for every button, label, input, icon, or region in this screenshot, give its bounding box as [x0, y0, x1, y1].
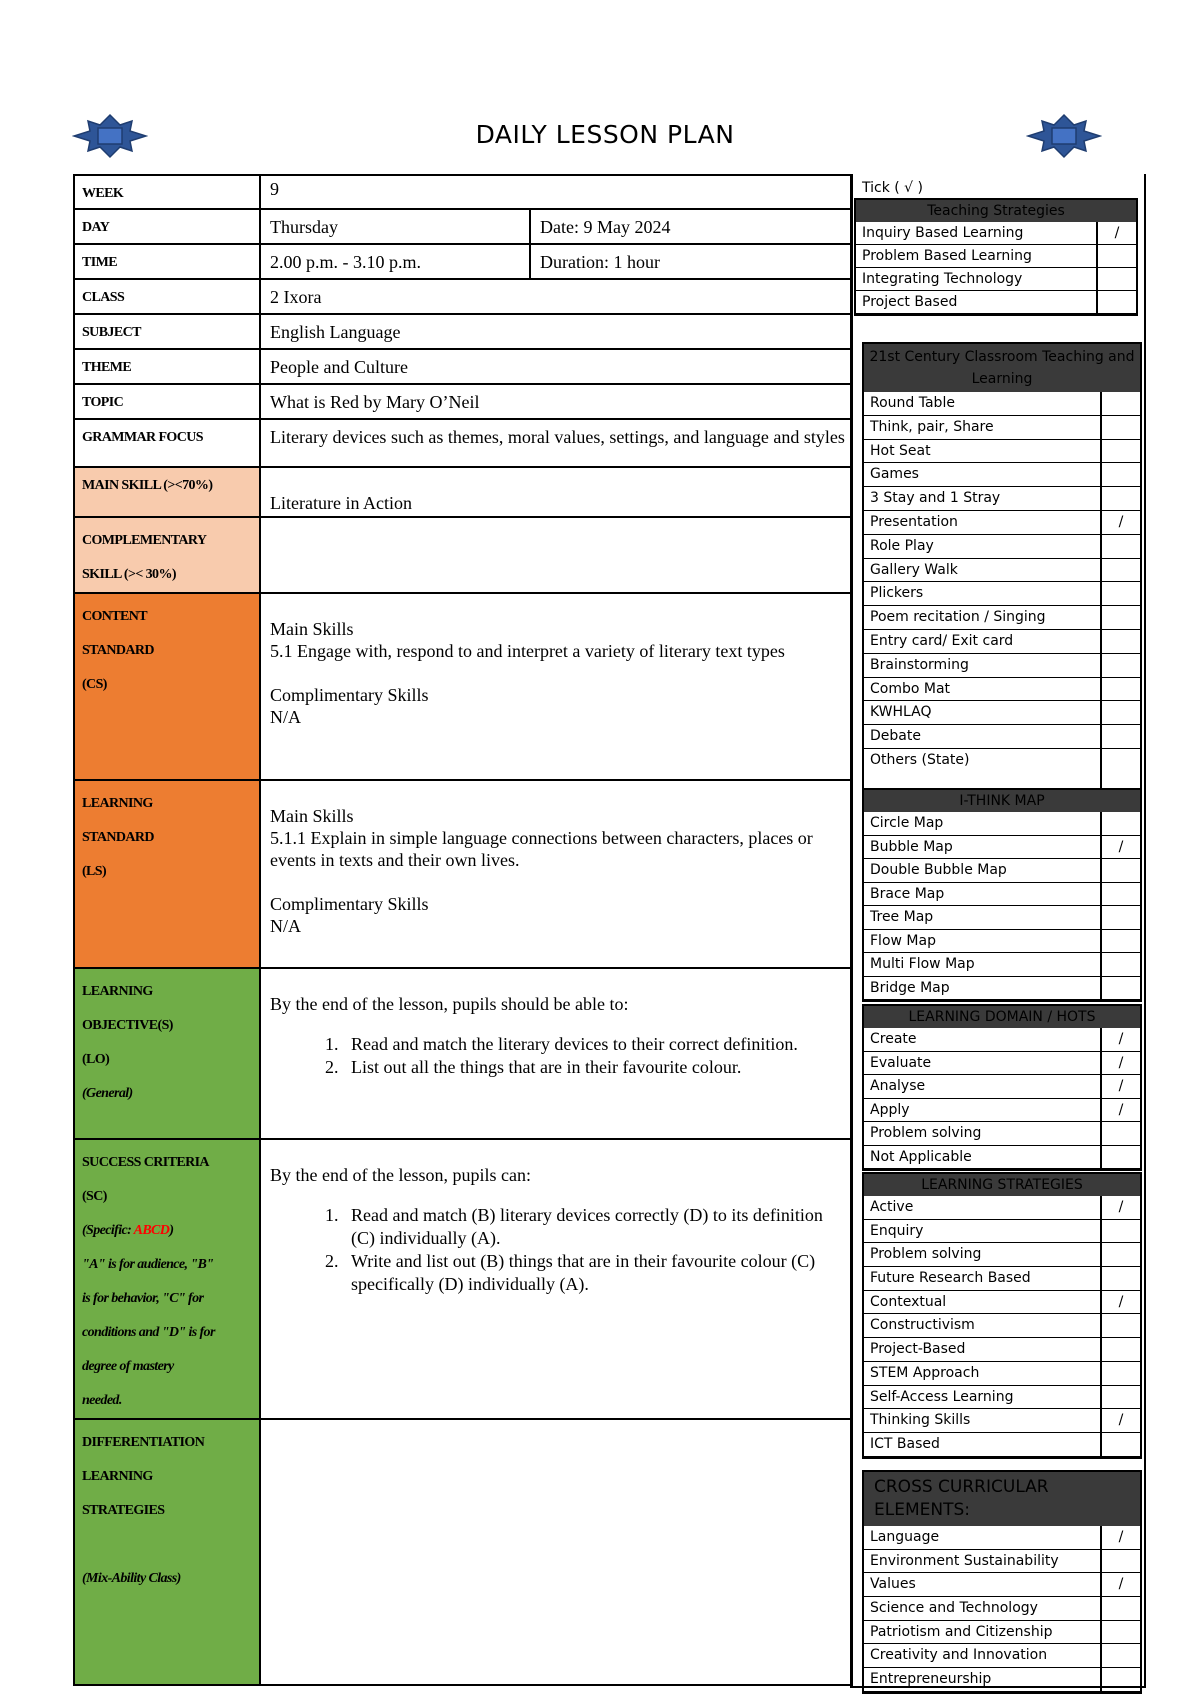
checklist-row [864, 392, 1140, 416]
week-label: WEEK [74, 175, 260, 209]
section-header: Teaching Strategies [856, 200, 1136, 222]
tick-cell[interactable] [1102, 977, 1140, 1000]
section-header: LEARNING DOMAIN / HOTS [864, 1006, 1140, 1028]
grammar-value: Literary devices such as themes, moral values, settings, and language and styles [260, 419, 852, 467]
checklist-label: Inquiry Based Learning [856, 222, 1098, 244]
checklist-label: Problem Based Learning [856, 245, 1098, 267]
checklist-row [864, 463, 1140, 487]
checklist-row [864, 1338, 1140, 1362]
success-criteria-value: By the end of the lesson, pupils can: 1. Read and match (B) literary devices correctly (D) to its definition (C) individually (A). 2. Write and list out (B) things that are in their favourite colour (C) specifically (D) individually (A). [260, 1139, 852, 1419]
checklist-label: Plickers [864, 582, 1102, 605]
tick-cell[interactable] [1102, 1362, 1140, 1385]
checklist-label: Bubble Map [864, 836, 1102, 859]
tick-cell[interactable] [1102, 1314, 1140, 1337]
week-value: 9 [260, 175, 852, 209]
tick-cell[interactable] [1102, 1433, 1140, 1456]
tick-cell[interactable] [1102, 701, 1140, 724]
checklist-label: Active [864, 1196, 1102, 1219]
tick-cell[interactable] [1102, 749, 1140, 788]
tick-cell[interactable]: / [1118, 1031, 1124, 1047]
section-header: 21st Century Classroom Teaching and Learning [864, 344, 1140, 392]
topic-value: What is Red by Mary O’Neil [260, 384, 852, 419]
checklist-row [864, 725, 1140, 749]
checklist-label: Integrating Technology [856, 268, 1098, 290]
checklist-label: Problem solving [864, 1243, 1102, 1266]
checklist-row [864, 487, 1140, 511]
checklist-row [864, 1267, 1140, 1291]
checklist-label: Language [864, 1526, 1102, 1549]
checklist-label: Create [864, 1028, 1102, 1051]
learning-standard-label: LEARNING STANDARD (LS) [74, 780, 260, 968]
day-value: Thursday [260, 209, 530, 244]
tick-cell[interactable] [1098, 291, 1136, 313]
section-header: I-THINK MAP [864, 790, 1140, 812]
checklist-label: KWHLAQ [864, 701, 1102, 724]
tick-cell[interactable] [1102, 678, 1140, 701]
checklist-label: Enquiry [864, 1220, 1102, 1243]
checklist-label: Multi Flow Map [864, 953, 1102, 976]
checklist-row [864, 582, 1140, 606]
duration-value: Duration: 1 hour [530, 244, 852, 279]
learning-domain-section [862, 1004, 1142, 1171]
theme-value: People and Culture [260, 349, 852, 384]
tick-cell[interactable] [1102, 1386, 1140, 1409]
tick-cell[interactable]: / [1114, 225, 1120, 241]
checklist-label: Tree Map [864, 906, 1102, 929]
checklist-row [864, 1386, 1140, 1410]
checklist-label: Problem solving [864, 1122, 1102, 1145]
checklist-row [864, 1526, 1140, 1550]
tick-cell[interactable]: / [1118, 1576, 1124, 1593]
main-skill-value: Literature in Action [260, 467, 852, 517]
cross-curricular-section [862, 1470, 1142, 1694]
tick-cell[interactable] [1102, 1338, 1140, 1361]
tick-cell[interactable] [1102, 859, 1140, 882]
checklist-label: 3 Stay and 1 Stray [864, 487, 1102, 510]
content-standard-value: Main Skills 5.1 Engage with, respond to and interpret a variety of literary text types Complimentary Skills N/A [260, 593, 852, 780]
checklist-row [864, 812, 1140, 836]
content-standard-label: CONTENT STANDARD (CS) [74, 593, 260, 780]
checklist-row [864, 1644, 1140, 1668]
theme-label: THEME [74, 349, 260, 384]
criteria-list [270, 1204, 851, 1296]
checklist-row [864, 977, 1140, 1001]
checklist-row [864, 1075, 1140, 1099]
topic-label: TOPIC [74, 384, 260, 419]
checklist-row [864, 1597, 1140, 1621]
tick-cell[interactable] [1102, 1146, 1140, 1169]
checklist-row [864, 906, 1140, 930]
day-label: DAY [74, 209, 260, 244]
checklist-label: Thinking Skills [864, 1409, 1102, 1432]
tick-cell[interactable] [1102, 725, 1140, 748]
tick-cell[interactable] [1102, 606, 1140, 629]
checklist-row [864, 511, 1140, 535]
tick-cell[interactable]: / [1118, 1412, 1124, 1429]
checklist-row [864, 1433, 1140, 1457]
checklist-row [864, 416, 1140, 440]
checklist-row [864, 535, 1140, 559]
subject-label: SUBJECT [74, 314, 260, 349]
checklist-row [864, 1621, 1140, 1645]
section-header: CROSS CURRICULAR ELEMENTS: [864, 1472, 1140, 1526]
checklist-label: Not Applicable [864, 1146, 1102, 1169]
checklist-label: Role Play [864, 535, 1102, 558]
ornament-icon [1026, 113, 1102, 159]
complementary-skill-value [260, 517, 852, 593]
objective-list [270, 1033, 851, 1079]
tick-cell[interactable] [1102, 463, 1140, 486]
section-header: LEARNING STRATEGIES [864, 1174, 1140, 1196]
lesson-table [73, 174, 853, 1686]
checklist-label: Self-Access Learning [864, 1386, 1102, 1409]
tick-cell[interactable] [1102, 416, 1140, 439]
checklist-row [864, 559, 1140, 583]
tick-cell[interactable] [1102, 582, 1140, 605]
tick-cell[interactable] [1102, 930, 1140, 953]
checklist-row [864, 1243, 1140, 1267]
checklist-row [864, 1052, 1140, 1076]
checklist-label: Patriotism and Citizenship [864, 1621, 1102, 1644]
checklist-row [864, 1028, 1140, 1052]
checklist-row [864, 1573, 1140, 1597]
checklist-label: Entry card/ Exit card [864, 630, 1102, 653]
complementary-skill-label: COMPLEMENTARY SKILL (>< 30%) [74, 517, 260, 593]
checklist-label: ICT Based [864, 1433, 1102, 1456]
checklist-label: Think, pair, Share [864, 416, 1102, 439]
checklist-label: Entrepreneurship [864, 1668, 1102, 1691]
tick-cell[interactable] [1102, 1550, 1140, 1573]
checklist-label: Gallery Walk [864, 559, 1102, 582]
checklist-row [864, 701, 1140, 725]
checklist-label: STEM Approach [864, 1362, 1102, 1385]
tick-cell[interactable] [1102, 559, 1140, 582]
tick-cell[interactable] [1102, 953, 1140, 976]
tick-cell[interactable] [1102, 654, 1140, 677]
checklist-row [856, 291, 1136, 314]
checklist-row [864, 1314, 1140, 1338]
checklist-label: Analyse [864, 1075, 1102, 1098]
time-value: 2.00 p.m. - 3.10 p.m. [260, 244, 530, 279]
checklist-label: Round Table [864, 392, 1102, 415]
checklist-row [856, 245, 1136, 268]
tick-cell[interactable] [1102, 883, 1140, 906]
checklist-row [864, 606, 1140, 630]
checklist-label: Brace Map [864, 883, 1102, 906]
checklist-label: Games [864, 463, 1102, 486]
tick-cell[interactable] [1102, 392, 1140, 415]
checklist-label: Environment Sustainability [864, 1550, 1102, 1573]
tick-cell[interactable] [1102, 1668, 1140, 1691]
list-item: 2. List out all the things that are in their favourite colour. [343, 1056, 851, 1079]
tick-cell[interactable]: / [1118, 838, 1124, 855]
checklist-row [864, 654, 1140, 678]
learning-strategies-section [862, 1172, 1142, 1459]
teaching-strategies-section [854, 198, 1138, 316]
tick-cell[interactable]: / [1118, 1078, 1124, 1094]
checklist-label: Bridge Map [864, 977, 1102, 1000]
tick-header: Tick ( √ ) [862, 180, 924, 196]
tick-panel [850, 174, 1146, 1688]
checklist-label: Flow Map [864, 930, 1102, 953]
checklist-row [864, 1550, 1140, 1574]
tick-cell[interactable] [1102, 1243, 1140, 1266]
tick-cell[interactable] [1102, 1220, 1140, 1243]
checklist-row [864, 930, 1140, 954]
checklist-label: Circle Map [864, 812, 1102, 835]
tick-cell[interactable]: / [1118, 1293, 1124, 1310]
checklist-row [864, 678, 1140, 702]
checklist-row [864, 1362, 1140, 1386]
tick-cell[interactable] [1098, 268, 1136, 290]
checklist-row [864, 749, 1140, 789]
list-item: 1. Read and match the literary devices to their correct definition. [343, 1033, 851, 1056]
checklist-label: Apply [864, 1099, 1102, 1122]
checklist-row [864, 859, 1140, 883]
page-title: DAILY LESSON PLAN [475, 120, 735, 149]
checklist-row [864, 1668, 1140, 1692]
checklist-label: Project-Based [864, 1338, 1102, 1361]
checklist-label: Presentation [864, 511, 1102, 534]
checklist-row [864, 630, 1140, 654]
differentiation-value [260, 1419, 852, 1685]
tick-cell[interactable] [1102, 1621, 1140, 1644]
checklist-label: Evaluate [864, 1052, 1102, 1075]
list-item: 2. Write and list out (B) things that are in their favourite colour (C) specifically (D) individually (A). [343, 1250, 851, 1296]
checklist-row [864, 440, 1140, 464]
time-label: TIME [74, 244, 260, 279]
success-criteria-label: SUCCESS CRITERIA (SC) (Specific: ABCD) "A" is for audience, "B" is for behavior, "C" for conditions and "D" is for degree of mastery needed. [74, 1139, 260, 1419]
tick-cell[interactable] [1102, 1122, 1140, 1145]
main-skill-label: MAIN SKILL (><70%) [74, 467, 260, 517]
subject-value: English Language [260, 314, 852, 349]
learning-objective-value: By the end of the lesson, pupils should be able to: 1. Read and match the literary devices to their correct definition. 2. List out all the things that are in their favourite colour. [260, 968, 852, 1139]
checklist-row [864, 1099, 1140, 1123]
checklist-row [856, 222, 1136, 245]
tick-cell[interactable] [1098, 245, 1136, 267]
checklist-row [864, 1409, 1140, 1433]
date-value: Date: 9 May 2024 [530, 209, 852, 244]
tick-cell[interactable] [1102, 1267, 1140, 1290]
tick-cell[interactable]: / [1118, 1199, 1124, 1215]
checklist-label: Poem recitation / Singing [864, 606, 1102, 629]
checklist-label: Science and Technology [864, 1597, 1102, 1620]
checklist-label: Values [864, 1573, 1102, 1596]
differentiation-label: DIFFERENTIATION LEARNING STRATEGIES (Mix-Ability Class) [74, 1419, 260, 1685]
grammar-label: GRAMMAR FOCUS [74, 419, 260, 467]
tick-cell[interactable]: / [1118, 1101, 1124, 1118]
checklist-row [864, 953, 1140, 977]
checklist-row [864, 883, 1140, 907]
tick-cell[interactable] [1102, 487, 1140, 510]
checklist-row [864, 1291, 1140, 1315]
checklist-label: Others (State) [864, 749, 1102, 788]
checklist-row [864, 1146, 1140, 1170]
class-value: 2 Ixora [260, 279, 852, 314]
checklist-row [856, 268, 1136, 291]
checklist-label: Debate [864, 725, 1102, 748]
checklist-label: Double Bubble Map [864, 859, 1102, 882]
tick-cell[interactable] [1102, 906, 1140, 929]
checklist-label: Combo Mat [864, 678, 1102, 701]
checklist-label: Contextual [864, 1291, 1102, 1314]
checklist-label: Project Based [856, 291, 1098, 313]
tick-cell[interactable] [1102, 1597, 1140, 1620]
tick-cell[interactable] [1102, 812, 1140, 835]
learning-objective-label: LEARNING OBJECTIVE(S) (LO) (General) [74, 968, 260, 1139]
checklist-label: Creativity and Innovation [864, 1644, 1102, 1667]
tick-cell[interactable]: / [1118, 1054, 1124, 1071]
class-label: CLASS [74, 279, 260, 314]
checklist-row [864, 836, 1140, 860]
tick-cell[interactable] [1102, 630, 1140, 653]
tick-cell[interactable]: / [1118, 1529, 1124, 1545]
learning-standard-value: Main Skills 5.1.1 Explain in simple language connections between characters, places or events in texts and their own lives. Complimentary Skills N/A [260, 780, 852, 968]
ithink-section [862, 788, 1142, 1002]
tick-cell[interactable]: / [1118, 513, 1124, 530]
checklist-label: Constructivism [864, 1314, 1102, 1337]
checklist-label: Future Research Based [864, 1267, 1102, 1290]
checklist-row [864, 1196, 1140, 1220]
c21-section [862, 342, 1142, 791]
tick-cell[interactable] [1102, 535, 1140, 558]
ornament-icon [72, 113, 148, 159]
list-item: 1. Read and match (B) literary devices correctly (D) to its definition (C) individually (A). [343, 1204, 851, 1250]
checklist-label: Brainstorming [864, 654, 1102, 677]
tick-cell[interactable] [1102, 1644, 1140, 1667]
tick-cell[interactable] [1102, 440, 1140, 463]
checklist-label: Hot Seat [864, 440, 1102, 463]
checklist-row [864, 1122, 1140, 1146]
checklist-row [864, 1220, 1140, 1244]
